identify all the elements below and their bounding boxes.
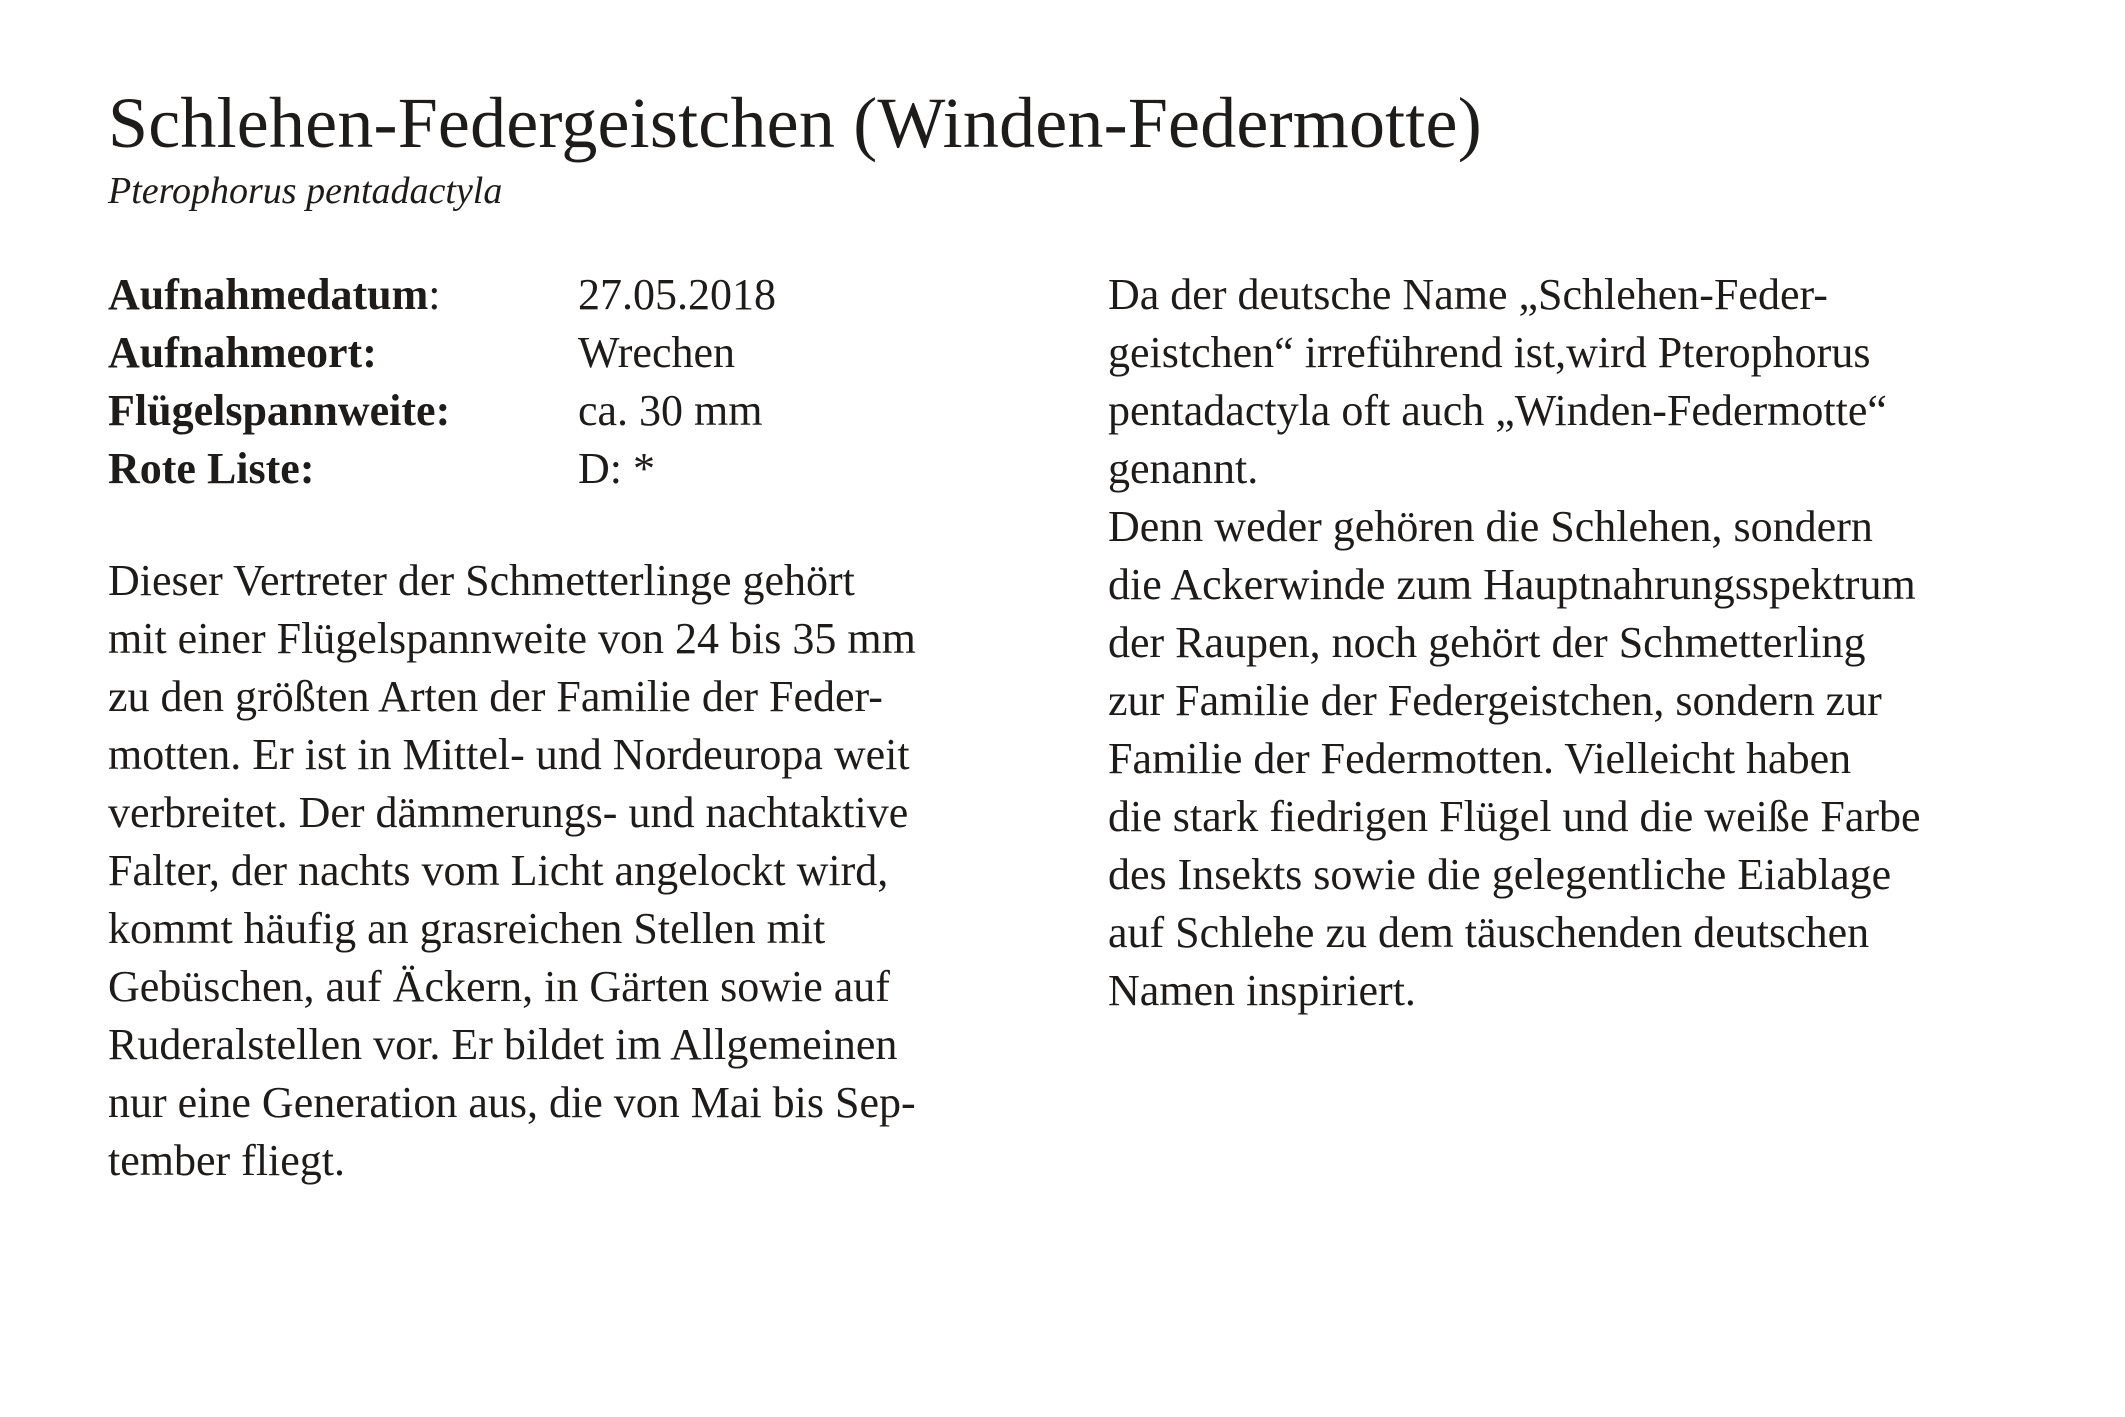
description-left — [108, 552, 1028, 1190]
text-line: die stark fiedrigen Flügel und die weiße Farbe — [1108, 792, 1921, 841]
text-line: auf Schlehe zu dem täuschenden deutschen — [1108, 908, 1870, 957]
info-value: ca. 30 mm — [578, 386, 763, 435]
text-line: Familie der Federmotten. Vielleicht haben — [1108, 734, 1852, 783]
text-line: geistchen“ irreführend ist,wird Pterophorus — [1108, 328, 1871, 377]
text-line: die Ackerwinde zum Hauptnahrungsspektrum — [1108, 560, 1916, 609]
text-line: tember fliegt. — [108, 1136, 346, 1185]
description-right — [1108, 266, 2108, 1020]
info-row-red-list — [108, 440, 776, 498]
info-label: Aufnahmedatum: — [108, 270, 441, 319]
info-label: Aufnahmeort: — [108, 328, 377, 377]
text-line: pentadactyla oft auch „Winden-Federmotte“ — [1108, 386, 1887, 435]
text-line: zu den größten Arten der Familie der Feder- — [108, 672, 883, 721]
text-line: Da der deutsche Name „Schlehen-Feder- — [1108, 270, 1828, 319]
text-line: Falter, der nachts vom Licht angelockt wird, — [108, 846, 889, 895]
scientific-name: Pterophorus pentadactyla — [108, 170, 503, 212]
text-line: Gebüschen, auf Äckern, in Gärten sowie auf — [108, 962, 890, 1011]
info-value: 27.05.2018 — [578, 270, 776, 319]
info-row-location — [108, 324, 776, 382]
info-label: Rote Liste: — [108, 444, 315, 493]
text-line: motten. Er ist in Mittel- und Nordeuropa weit — [108, 730, 910, 779]
text-line: Denn weder gehören die Schlehen, sondern — [1108, 502, 1873, 551]
text-line: kommt häufig an grasreichen Stellen mit — [108, 904, 826, 953]
text-line: Dieser Vertreter der Schmetterlinge gehört — [108, 556, 855, 605]
info-row-date — [108, 266, 776, 324]
info-value: Wrechen — [578, 328, 736, 377]
text-line: mit einer Flügelspannweite von 24 bis 35 mm — [108, 614, 916, 663]
page-title: Schlehen-Federgeistchen (Winden-Federmotte) — [108, 83, 1482, 163]
text-line: der Raupen, noch gehört der Schmetterling — [1108, 618, 1866, 667]
text-line: verbreitet. Der dämmerungs- und nachtaktive — [108, 788, 909, 837]
text-line: Ruderalstellen vor. Er bildet im Allgemeinen — [108, 1020, 898, 1069]
info-value: D: * — [578, 444, 655, 493]
info-row-wingspan — [108, 382, 776, 440]
text-line: nur eine Generation aus, die von Mai bis Sep- — [108, 1078, 916, 1127]
info-table — [108, 266, 776, 498]
text-line: Namen inspiriert. — [1108, 966, 1416, 1015]
text-line: genannt. — [1108, 444, 1259, 493]
text-line: des Insekts sowie die gelegentliche Eiablage — [1108, 850, 1892, 899]
text-line: zur Familie der Federgeistchen, sondern zur — [1108, 676, 1882, 725]
info-label: Flügelspannweite: — [108, 386, 451, 435]
